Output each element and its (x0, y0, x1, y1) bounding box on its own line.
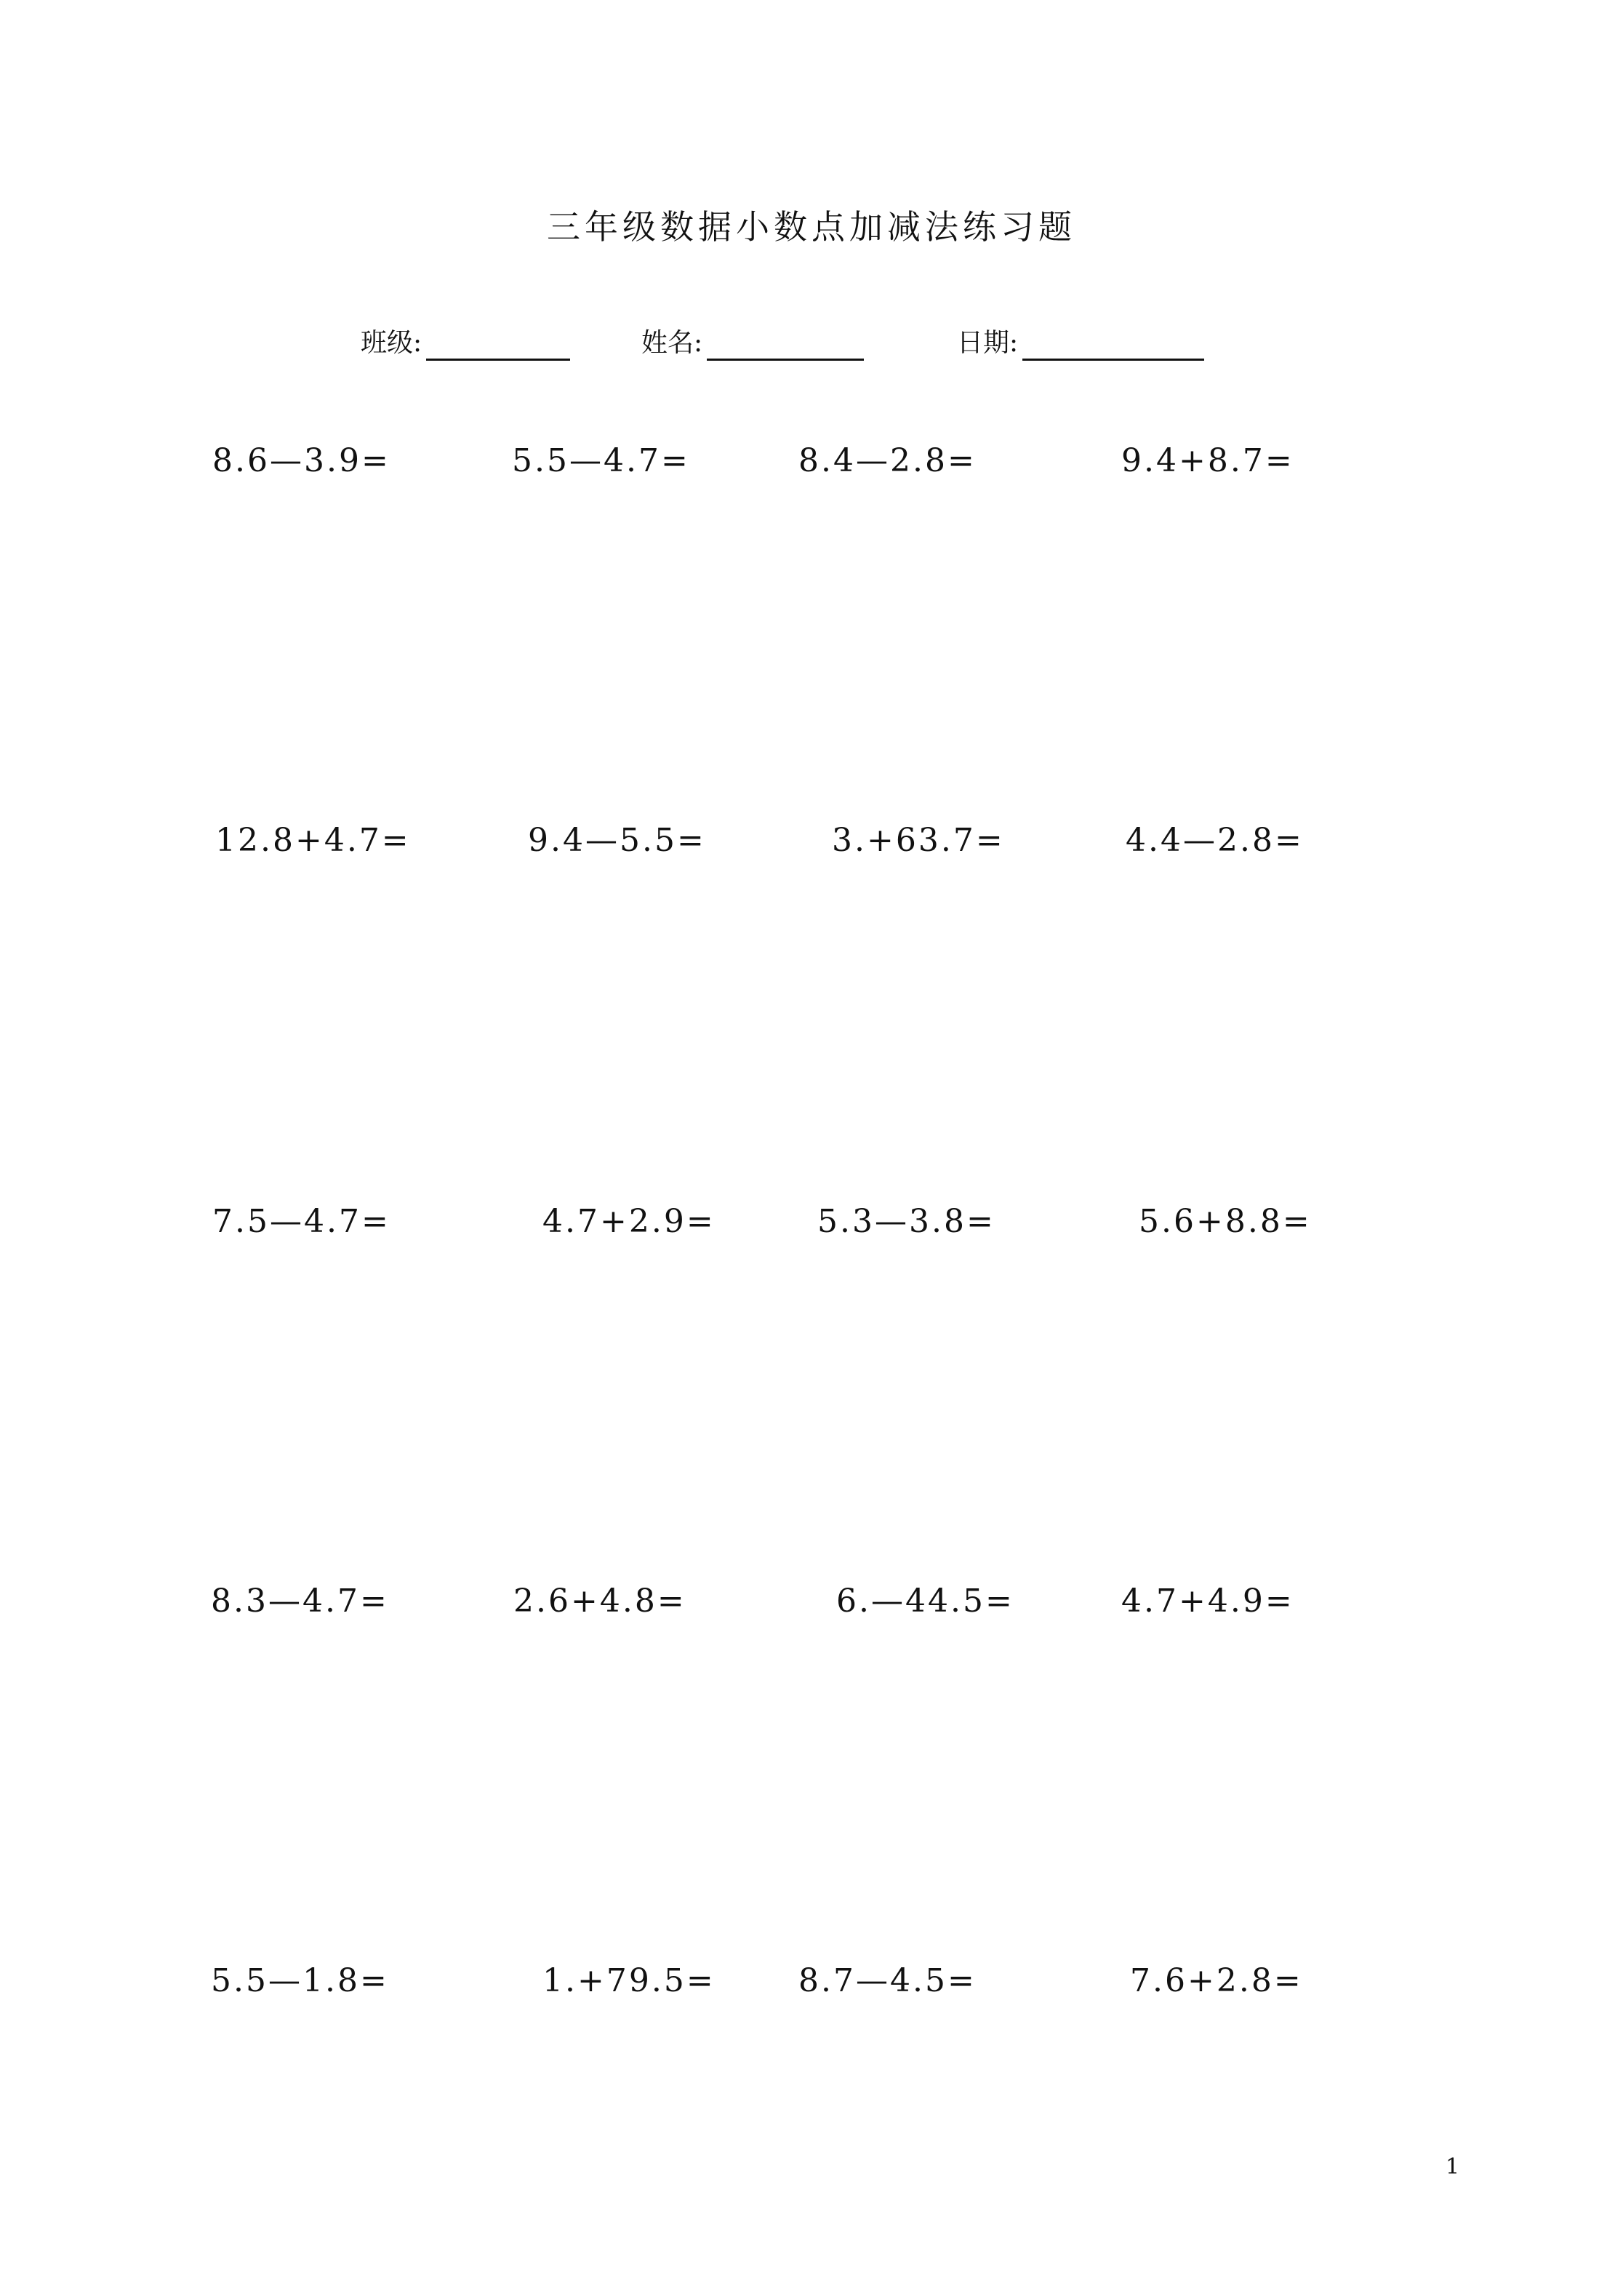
problem: 2.6+4.8= (513, 1583, 686, 1620)
page-title: 三年级数据小数点加减法练习题 (547, 207, 1076, 247)
class-label: 班级: (361, 328, 422, 358)
page-number: 1 (1446, 2154, 1460, 2180)
date-blank[interactable] (1022, 329, 1204, 361)
name-blank[interactable] (707, 329, 864, 361)
class-field (361, 326, 570, 361)
date-label: 日期: (957, 328, 1019, 358)
problem: 6.—44.5= (836, 1583, 1014, 1620)
problem: 5.5—4.7= (512, 442, 690, 479)
name-field (641, 326, 864, 361)
problem: 5.6+8.8= (1139, 1203, 1312, 1240)
problem: 12.8+4.7= (215, 822, 411, 859)
problem: 4.7+4.9= (1121, 1583, 1294, 1620)
class-blank[interactable] (426, 329, 570, 361)
problem: 1.+79.5= (542, 1962, 716, 1999)
problem: 8.6—3.9= (212, 442, 390, 479)
problem: 5.3—3.8= (817, 1203, 995, 1240)
problem: 8.3—4.7= (211, 1583, 389, 1620)
problem: 8.7—4.5= (798, 1962, 977, 1999)
date-field (957, 326, 1204, 361)
name-label: 姓名: (641, 328, 703, 358)
problem: 4.7+2.9= (542, 1203, 716, 1240)
problem: 7.5—4.7= (212, 1203, 390, 1240)
problem: 3.+63.7= (832, 822, 1005, 859)
problem: 9.4—5.5= (528, 822, 706, 859)
problem: 8.4—2.8= (798, 442, 977, 479)
problem: 9.4+8.7= (1121, 442, 1294, 479)
problem: 5.5—1.8= (211, 1962, 389, 1999)
problem: 7.6+2.8= (1130, 1962, 1303, 1999)
problem: 4.4—2.8= (1126, 822, 1304, 859)
